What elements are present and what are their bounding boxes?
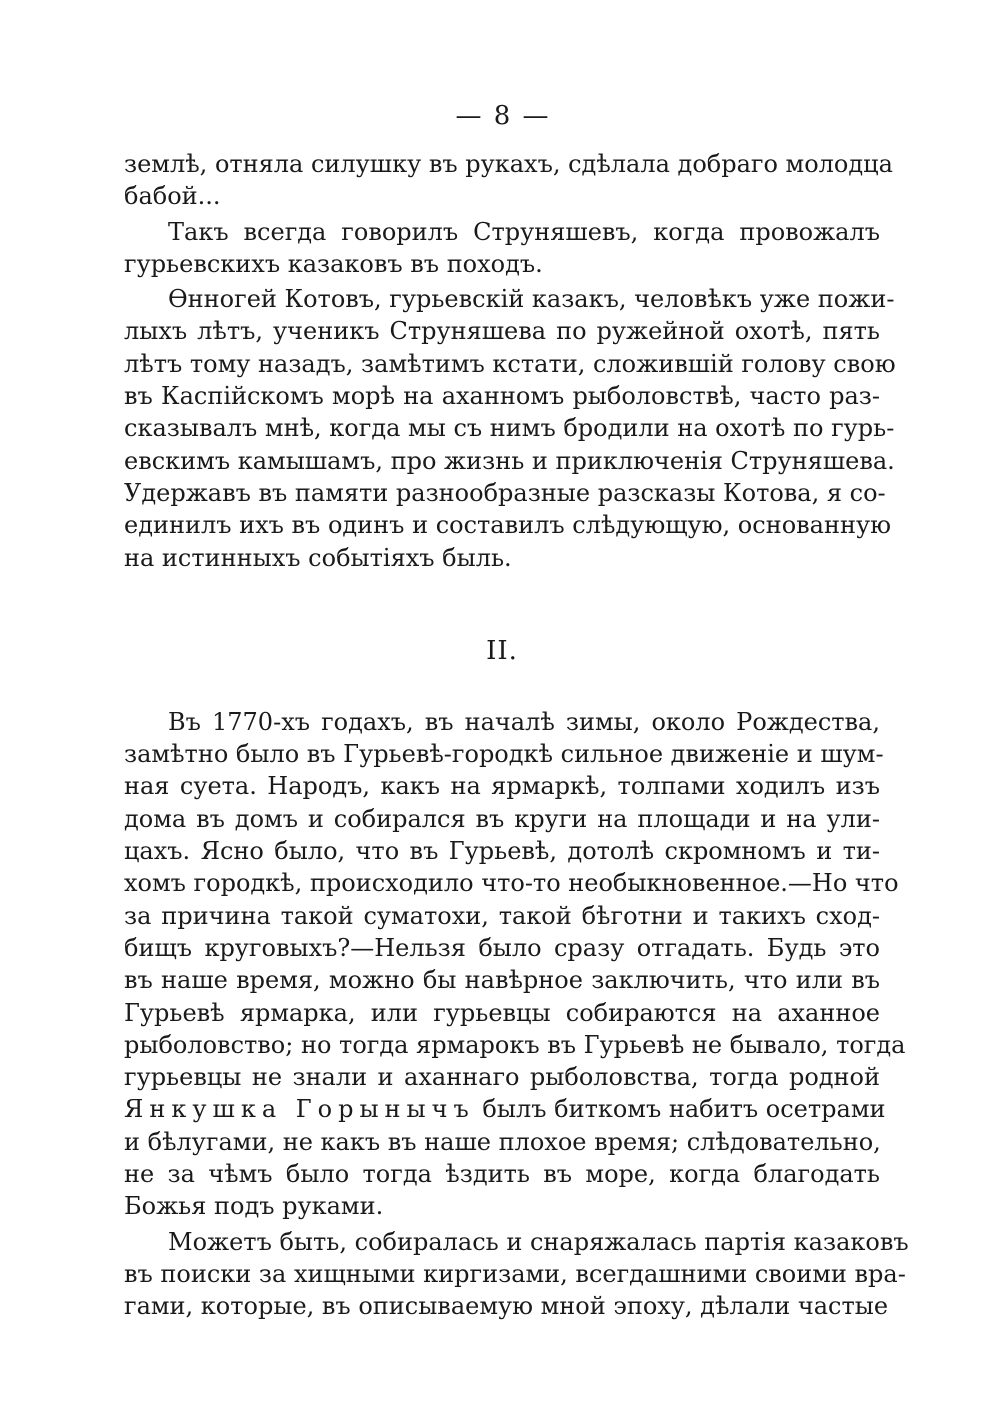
text-line: Такъ всегда говорилъ Струняшевъ, когда провожалъ xyxy=(168,217,880,246)
page-number: — 8 — xyxy=(455,101,551,131)
text-line: и бѣлугами, не какъ въ наше плохое время; слѣдовательно, xyxy=(124,1127,881,1156)
text-line: цахъ. Ясно было, что въ Гурьевѣ, дотолѣ скромномъ и ти- xyxy=(124,837,880,866)
text-line: евскимъ камышамъ, про жизнь и приключенія Струняшева. xyxy=(124,446,895,475)
text-line: Божья подъ руками. xyxy=(124,1192,384,1221)
paragraph-4 xyxy=(124,706,906,1223)
text-line: гами, которые, въ описываемую мной эпоху, дѣлали частые xyxy=(124,1292,889,1321)
text-line: землѣ, отняла силушку въ рукахъ, сдѣлала добраго молодца xyxy=(124,150,893,178)
text-line: бабой... xyxy=(124,182,221,211)
paragraph-1 xyxy=(124,148,893,213)
text-line: за причина такой суматохи, такой бѣготни и такихъ сход- xyxy=(124,901,880,930)
section-heading: II. xyxy=(486,635,518,666)
text-line: лыхъ лѣтъ, ученикъ Струняшева по ружейной охотѣ, пять xyxy=(124,317,880,346)
text-line: не за чѣмъ было тогда ѣздить въ море, когда благодать xyxy=(124,1160,880,1189)
text-line: единилъ ихъ въ одинъ и составилъ слѣдующую, основанную xyxy=(124,511,891,540)
text-line: замѣтно было въ Гурьевѣ-городкѣ сильное движеніе и шум- xyxy=(124,740,884,769)
text-line: гурьевскихъ казаковъ въ походъ. xyxy=(124,249,543,278)
text-line: Гурьевѣ ярмарка, или гурьевцы собираются на аханное xyxy=(124,998,880,1027)
text-line: дома въ домъ и собирался въ круги на площади и на ули- xyxy=(124,804,880,833)
text-line: на истинныхъ событіяхъ быль. xyxy=(124,543,512,572)
text-line: бищъ круговыхъ?—Нельзя было сразу отгадать. Будь это xyxy=(124,933,880,962)
text-line: Можетъ быть, собиралась и снаряжалась партія казаковъ xyxy=(168,1227,909,1256)
text-line: въ поиски за хищными киргизами, всегдашними своими вра- xyxy=(124,1259,906,1288)
text-line: ная суета. Народъ, какъ на ярмаркѣ, толпами ходилъ изъ xyxy=(124,772,880,801)
text-line: Өнногей Котовъ, гурьевскій казакъ, человѣкъ уже пожи- xyxy=(168,285,895,314)
paragraph-2 xyxy=(124,216,880,281)
text-line xyxy=(124,1093,886,1125)
text-line: гурьевцы не знали и аханнаго рыболовства, тогда родной xyxy=(124,1063,880,1092)
paragraph-5 xyxy=(124,1226,909,1323)
page xyxy=(124,96,909,1323)
text-line: рыболовство; но тогда ярмарокъ въ Гурьевѣ не бывало, тогда xyxy=(124,1030,906,1059)
text-line: хомъ городкѣ, происходило что-то необыкновенное.—Но что xyxy=(124,869,899,898)
paragraph-3 xyxy=(124,283,896,574)
text-line: Удержавъ въ памяти разнообразные разсказы Котова, я со- xyxy=(124,478,886,507)
text-line: въ наше время, можно бы навѣрное заключить, что или въ xyxy=(124,966,880,995)
spaced-name: Янкушка Горынычъ xyxy=(124,1095,475,1124)
text-line: сказывалъ мнѣ, когда мы съ нимъ бродили на охотѣ по гурь- xyxy=(124,414,895,443)
text-line: Въ 1770-хъ годахъ, въ началѣ зимы, около Рождества, xyxy=(168,707,880,736)
text-line: въ Каспійскомъ морѣ на аханномъ рыболовствѣ, часто раз- xyxy=(124,382,880,411)
text-line: лѣтъ тому назадъ, замѣтимъ кстати, сложившій голову свою xyxy=(124,349,896,378)
text-fragment: былъ биткомъ набитъ осетрами xyxy=(474,1095,886,1124)
